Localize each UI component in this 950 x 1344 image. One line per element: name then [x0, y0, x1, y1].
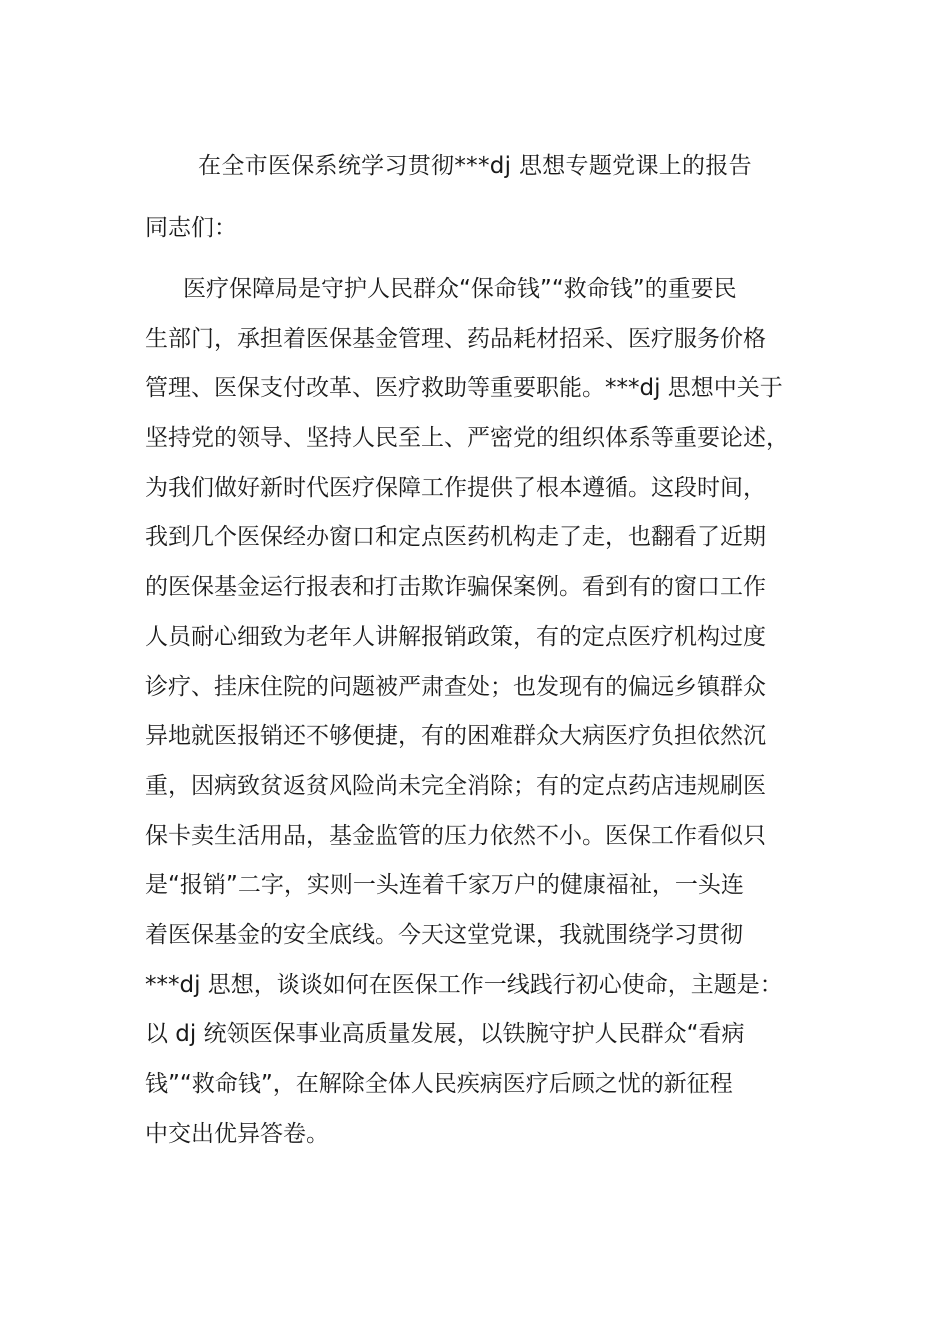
- body-paragraph: [145, 269, 835, 1163]
- paragraph-line: 医疗保障局是守护人民群众“保命钱”“救命钱”的重要民: [183, 276, 737, 302]
- paragraph-line: 钱”“救命钱”，在解除全体人民疾病医疗后顾之忧的新征程: [145, 1071, 733, 1097]
- paragraph-line: 中交出优异答卷。: [145, 1120, 329, 1147]
- paragraph-line: 着医保基金的安全底线。今天这堂党课，我就围绕学习贯彻: [145, 921, 743, 948]
- paragraph-line: ***dj 思想，谈谈如何在医保工作一线践行初心使命，主题是：: [145, 971, 783, 998]
- paragraph-line: 保卡卖生活用品，基金监管的压力依然不小。医保工作看似只: [145, 822, 766, 849]
- paragraph-line: 管理、医保支付改革、医疗救助等重要职能。***dj 思想中关于: [145, 375, 783, 402]
- paragraph-line: 是“报销”二字，实则一头连着千家万户的健康福祉，一头连: [145, 872, 744, 899]
- paragraph-line: 重，因病致贫返贫风险尚未完全消除；有的定点药店违规刷医: [145, 772, 766, 799]
- paragraph-line: 为我们做好新时代医疗保障工作提供了根本遵循。这段时间，: [145, 474, 766, 501]
- paragraph-line: 的医保基金运行报表和打击欺诈骗保案例。看到有的窗口工作: [145, 574, 766, 601]
- salutation: 同志们：: [145, 215, 237, 241]
- paragraph-line: 坚持党的领导、坚持人民至上、严密党的组织体系等重要论述，: [145, 425, 789, 452]
- document-title: 在全市医保系统学习贯彻***dj 思想专题党课上的报告: [198, 153, 752, 179]
- paragraph-line: 异地就医报销还不够便捷，有的困难群众大病医疗负担依然沉: [145, 723, 766, 750]
- paragraph-line: 人员耐心细致为老年人讲解报销政策，有的定点医疗机构过度: [145, 623, 766, 650]
- paragraph-line: 以 dj 统领医保事业高质量发展，以铁腕守护人民群众“看病: [145, 1021, 745, 1048]
- paragraph-line: 诊疗、挂床住院的问题被严肃查处；也发现有的偏远乡镇群众: [145, 673, 766, 700]
- paragraph-line: 我到几个医保经办窗口和定点医药机构走了走，也翻看了近期: [145, 524, 766, 551]
- paragraph-line: 生部门，承担着医保基金管理、药品耗材招采、医疗服务价格: [145, 325, 766, 352]
